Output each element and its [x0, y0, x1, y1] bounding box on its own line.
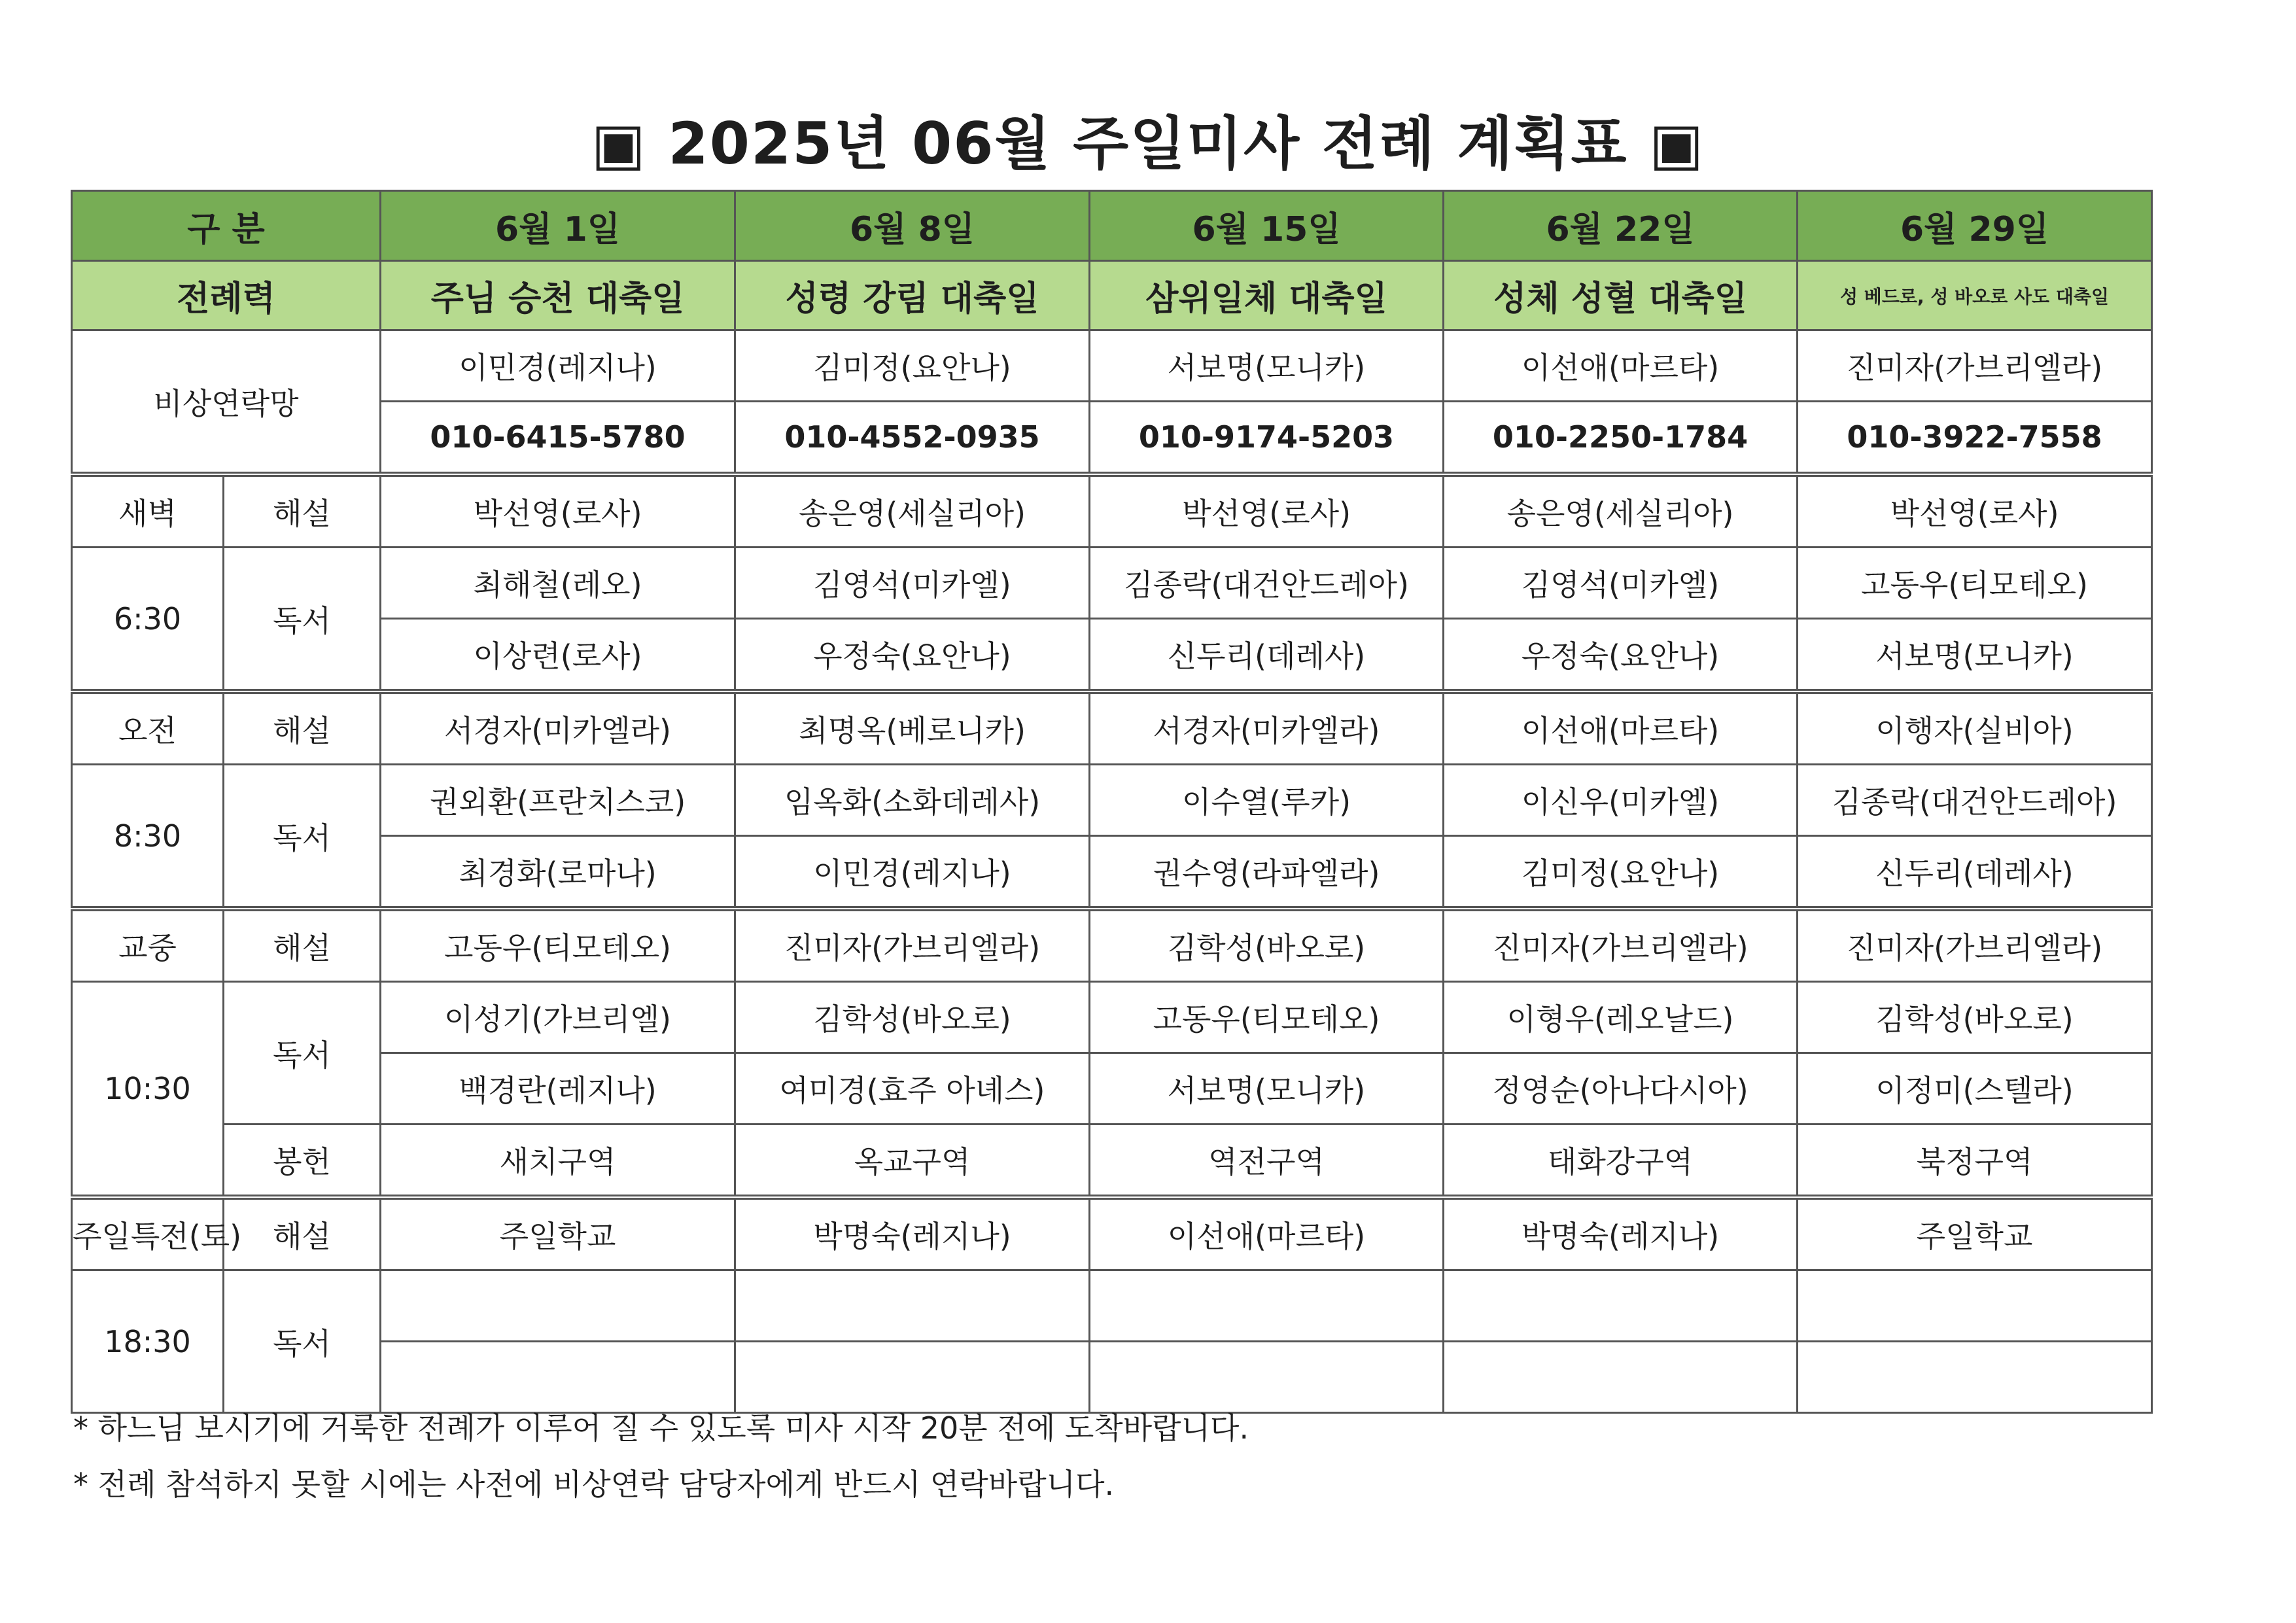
emergency-name: 김미정(요안나) — [735, 330, 1090, 402]
dawn-time: 6:30 — [72, 548, 224, 692]
commentary-role-label: 해설 — [224, 909, 381, 982]
reading-role-label: 독서 — [224, 982, 381, 1125]
minister-cell: 박선영(로사) — [381, 474, 735, 548]
minister-cell: 박명숙(레지나) — [735, 1197, 1090, 1270]
minister-cell: 신두리(데레사) — [1798, 836, 2152, 909]
minister-cell: 최경화(로마나) — [381, 836, 735, 909]
offering-cell: 새치구역 — [381, 1125, 735, 1198]
vigil-time: 18:30 — [72, 1270, 224, 1413]
vigil-label: 주일특전(토) — [72, 1197, 224, 1270]
footnote-absence: * 전례 참석하지 못할 시에는 사전에 비상연락 담당자에게 반드시 연락바랍니다. — [73, 1467, 1115, 1502]
minister-cell: 정영순(아나다시아) — [1444, 1053, 1798, 1125]
minister-cell: 이민경(레지나) — [735, 836, 1090, 909]
minister-cell: 이선애(마르타) — [1090, 1197, 1444, 1270]
commentary-role-label: 해설 — [224, 474, 381, 548]
reading-role-label: 독서 — [224, 548, 381, 692]
minister-cell: 이정미(스텔라) — [1798, 1053, 2152, 1125]
minister-cell: 진미자(가브리엘라) — [1444, 909, 1798, 982]
main-reader1-row — [72, 982, 2152, 1053]
minister-cell: 박선영(로사) — [1798, 474, 2152, 548]
minister-cell: 권외환(프란치스코) — [381, 765, 735, 836]
offering-cell: 옥교구역 — [735, 1125, 1090, 1198]
minister-cell: 이상련(로사) — [381, 619, 735, 692]
minister-cell: 송은영(세실리아) — [735, 474, 1090, 548]
reading-role-label: 독서 — [224, 765, 381, 909]
feast-cell: 삼위일체 대축일 — [1090, 261, 1444, 330]
date-cell: 6월 15일 — [1090, 191, 1444, 261]
minister-cell: 권수영(라파엘라) — [1090, 836, 1444, 909]
minister-cell: 김학성(바오로) — [1798, 982, 2152, 1053]
division-label: 구 분 — [72, 191, 381, 261]
minister-cell: 김영석(미카엘) — [1444, 548, 1798, 619]
minister-cell: 김종락(대건안드레아) — [1090, 548, 1444, 619]
empty-cell — [1090, 1270, 1444, 1342]
minister-cell: 고동우(티모테오) — [1090, 982, 1444, 1053]
offering-cell: 태화강구역 — [1444, 1125, 1798, 1198]
minister-cell: 최해철(레오) — [381, 548, 735, 619]
minister-cell: 진미자(가브리엘라) — [735, 909, 1090, 982]
minister-cell: 김학성(바오로) — [735, 982, 1090, 1053]
minister-cell: 최명옥(베로니카) — [735, 691, 1090, 765]
header-dates-row — [72, 191, 2152, 261]
morning-reader1-row — [72, 765, 2152, 836]
empty-cell — [1798, 1342, 2152, 1413]
emergency-names-row — [72, 330, 2152, 402]
minister-cell: 이선애(마르타) — [1444, 691, 1798, 765]
footnote-arrival: * 하느님 보시기에 거룩한 전례가 이루어 질 수 있도록 미사 시작 20분 전에 도착바랍니다. — [73, 1410, 1249, 1446]
empty-cell — [1444, 1270, 1798, 1342]
main-label: 교중 — [72, 909, 224, 982]
minister-cell: 이성기(가브리엘) — [381, 982, 735, 1053]
footnotes — [73, 1400, 1249, 1512]
morning-commentary-row — [72, 691, 2152, 765]
feast-cell: 성령 강림 대축일 — [735, 261, 1090, 330]
date-cell: 6월 1일 — [381, 191, 735, 261]
main-commentary-row — [72, 909, 2152, 982]
minister-cell: 박명숙(레지나) — [1444, 1197, 1798, 1270]
minister-cell: 이형우(레오날드) — [1444, 982, 1798, 1053]
emergency-phone: 010-9174-5203 — [1090, 402, 1444, 475]
dawn-reader2-row — [72, 619, 2152, 692]
date-cell: 6월 22일 — [1444, 191, 1798, 261]
dawn-label: 새벽 — [72, 474, 224, 548]
minister-cell: 우정숙(요안나) — [1444, 619, 1798, 692]
minister-cell: 이신우(미카엘) — [1444, 765, 1798, 836]
dawn-reader1-row — [72, 548, 2152, 619]
minister-cell: 박선영(로사) — [1090, 474, 1444, 548]
date-cell: 6월 8일 — [735, 191, 1090, 261]
morning-reader2-row — [72, 836, 2152, 909]
header-feasts-row — [72, 261, 2152, 330]
emergency-phone: 010-3922-7558 — [1798, 402, 2152, 475]
emergency-label: 비상연락망 — [72, 330, 381, 475]
emergency-phone: 010-2250-1784 — [1444, 402, 1798, 475]
dawn-commentary-row — [72, 474, 2152, 548]
emergency-name: 이민경(레지나) — [381, 330, 735, 402]
minister-cell: 백경란(레지나) — [381, 1053, 735, 1125]
minister-cell: 이행자(실비아) — [1798, 691, 2152, 765]
offering-cell: 북정구역 — [1798, 1125, 2152, 1198]
minister-cell: 김학성(바오로) — [1090, 909, 1444, 982]
minister-cell: 고동우(티모테오) — [381, 909, 735, 982]
minister-cell: 신두리(데레사) — [1090, 619, 1444, 692]
calendar-label: 전례력 — [72, 261, 381, 330]
minister-cell: 송은영(세실리아) — [1444, 474, 1798, 548]
empty-cell — [381, 1270, 735, 1342]
feast-cell: 성 베드로, 성 바오로 사도 대축일 — [1798, 261, 2152, 330]
minister-cell: 서보명(모니카) — [1090, 1053, 1444, 1125]
main-offering-row — [72, 1125, 2152, 1198]
emergency-phones-row — [72, 402, 2152, 475]
reading-role-label: 독서 — [224, 1270, 381, 1413]
minister-cell: 이수열(루카) — [1090, 765, 1444, 836]
minister-cell: 진미자(가브리엘라) — [1798, 909, 2152, 982]
minister-cell: 주일학교 — [1798, 1197, 2152, 1270]
minister-cell: 고동우(티모테오) — [1798, 548, 2152, 619]
empty-cell — [735, 1270, 1090, 1342]
commentary-role-label: 해설 — [224, 1197, 381, 1270]
minister-cell: 김미정(요안나) — [1444, 836, 1798, 909]
morning-time: 8:30 — [72, 765, 224, 909]
morning-label: 오전 — [72, 691, 224, 765]
commentary-role-label: 해설 — [224, 691, 381, 765]
date-cell: 6월 29일 — [1798, 191, 2152, 261]
emergency-name: 이선애(마르타) — [1444, 330, 1798, 402]
empty-cell — [1798, 1270, 2152, 1342]
minister-cell: 주일학교 — [381, 1197, 735, 1270]
minister-cell: 서보명(모니카) — [1798, 619, 2152, 692]
emergency-phone: 010-4552-0935 — [735, 402, 1090, 475]
main-reader2-row — [72, 1053, 2152, 1125]
vigil-commentary-row — [72, 1197, 2152, 1270]
vigil-reader1-row — [72, 1270, 2152, 1342]
empty-cell — [1444, 1342, 1798, 1413]
minister-cell: 여미경(효주 아녜스) — [735, 1053, 1090, 1125]
emergency-name: 서보명(모니카) — [1090, 330, 1444, 402]
feast-cell: 주님 승천 대축일 — [381, 261, 735, 330]
minister-cell: 서경자(미카엘라) — [1090, 691, 1444, 765]
liturgy-schedule-table — [71, 190, 2153, 1414]
minister-cell: 서경자(미카엘라) — [381, 691, 735, 765]
minister-cell: 김영석(미카엘) — [735, 548, 1090, 619]
offering-role-label: 봉헌 — [224, 1125, 381, 1198]
minister-cell: 우정숙(요안나) — [735, 619, 1090, 692]
minister-cell: 김종락(대건안드레아) — [1798, 765, 2152, 836]
offering-cell: 역전구역 — [1090, 1125, 1444, 1198]
emergency-name: 진미자(가브리엘라) — [1798, 330, 2152, 402]
page-title: ▣ 2025년 06월 주일미사 전례 계획표 ▣ — [591, 110, 1705, 177]
emergency-phone: 010-6415-5780 — [381, 402, 735, 475]
minister-cell: 임옥화(소화데레사) — [735, 765, 1090, 836]
main-time: 10:30 — [72, 982, 224, 1198]
feast-cell: 성체 성혈 대축일 — [1444, 261, 1798, 330]
